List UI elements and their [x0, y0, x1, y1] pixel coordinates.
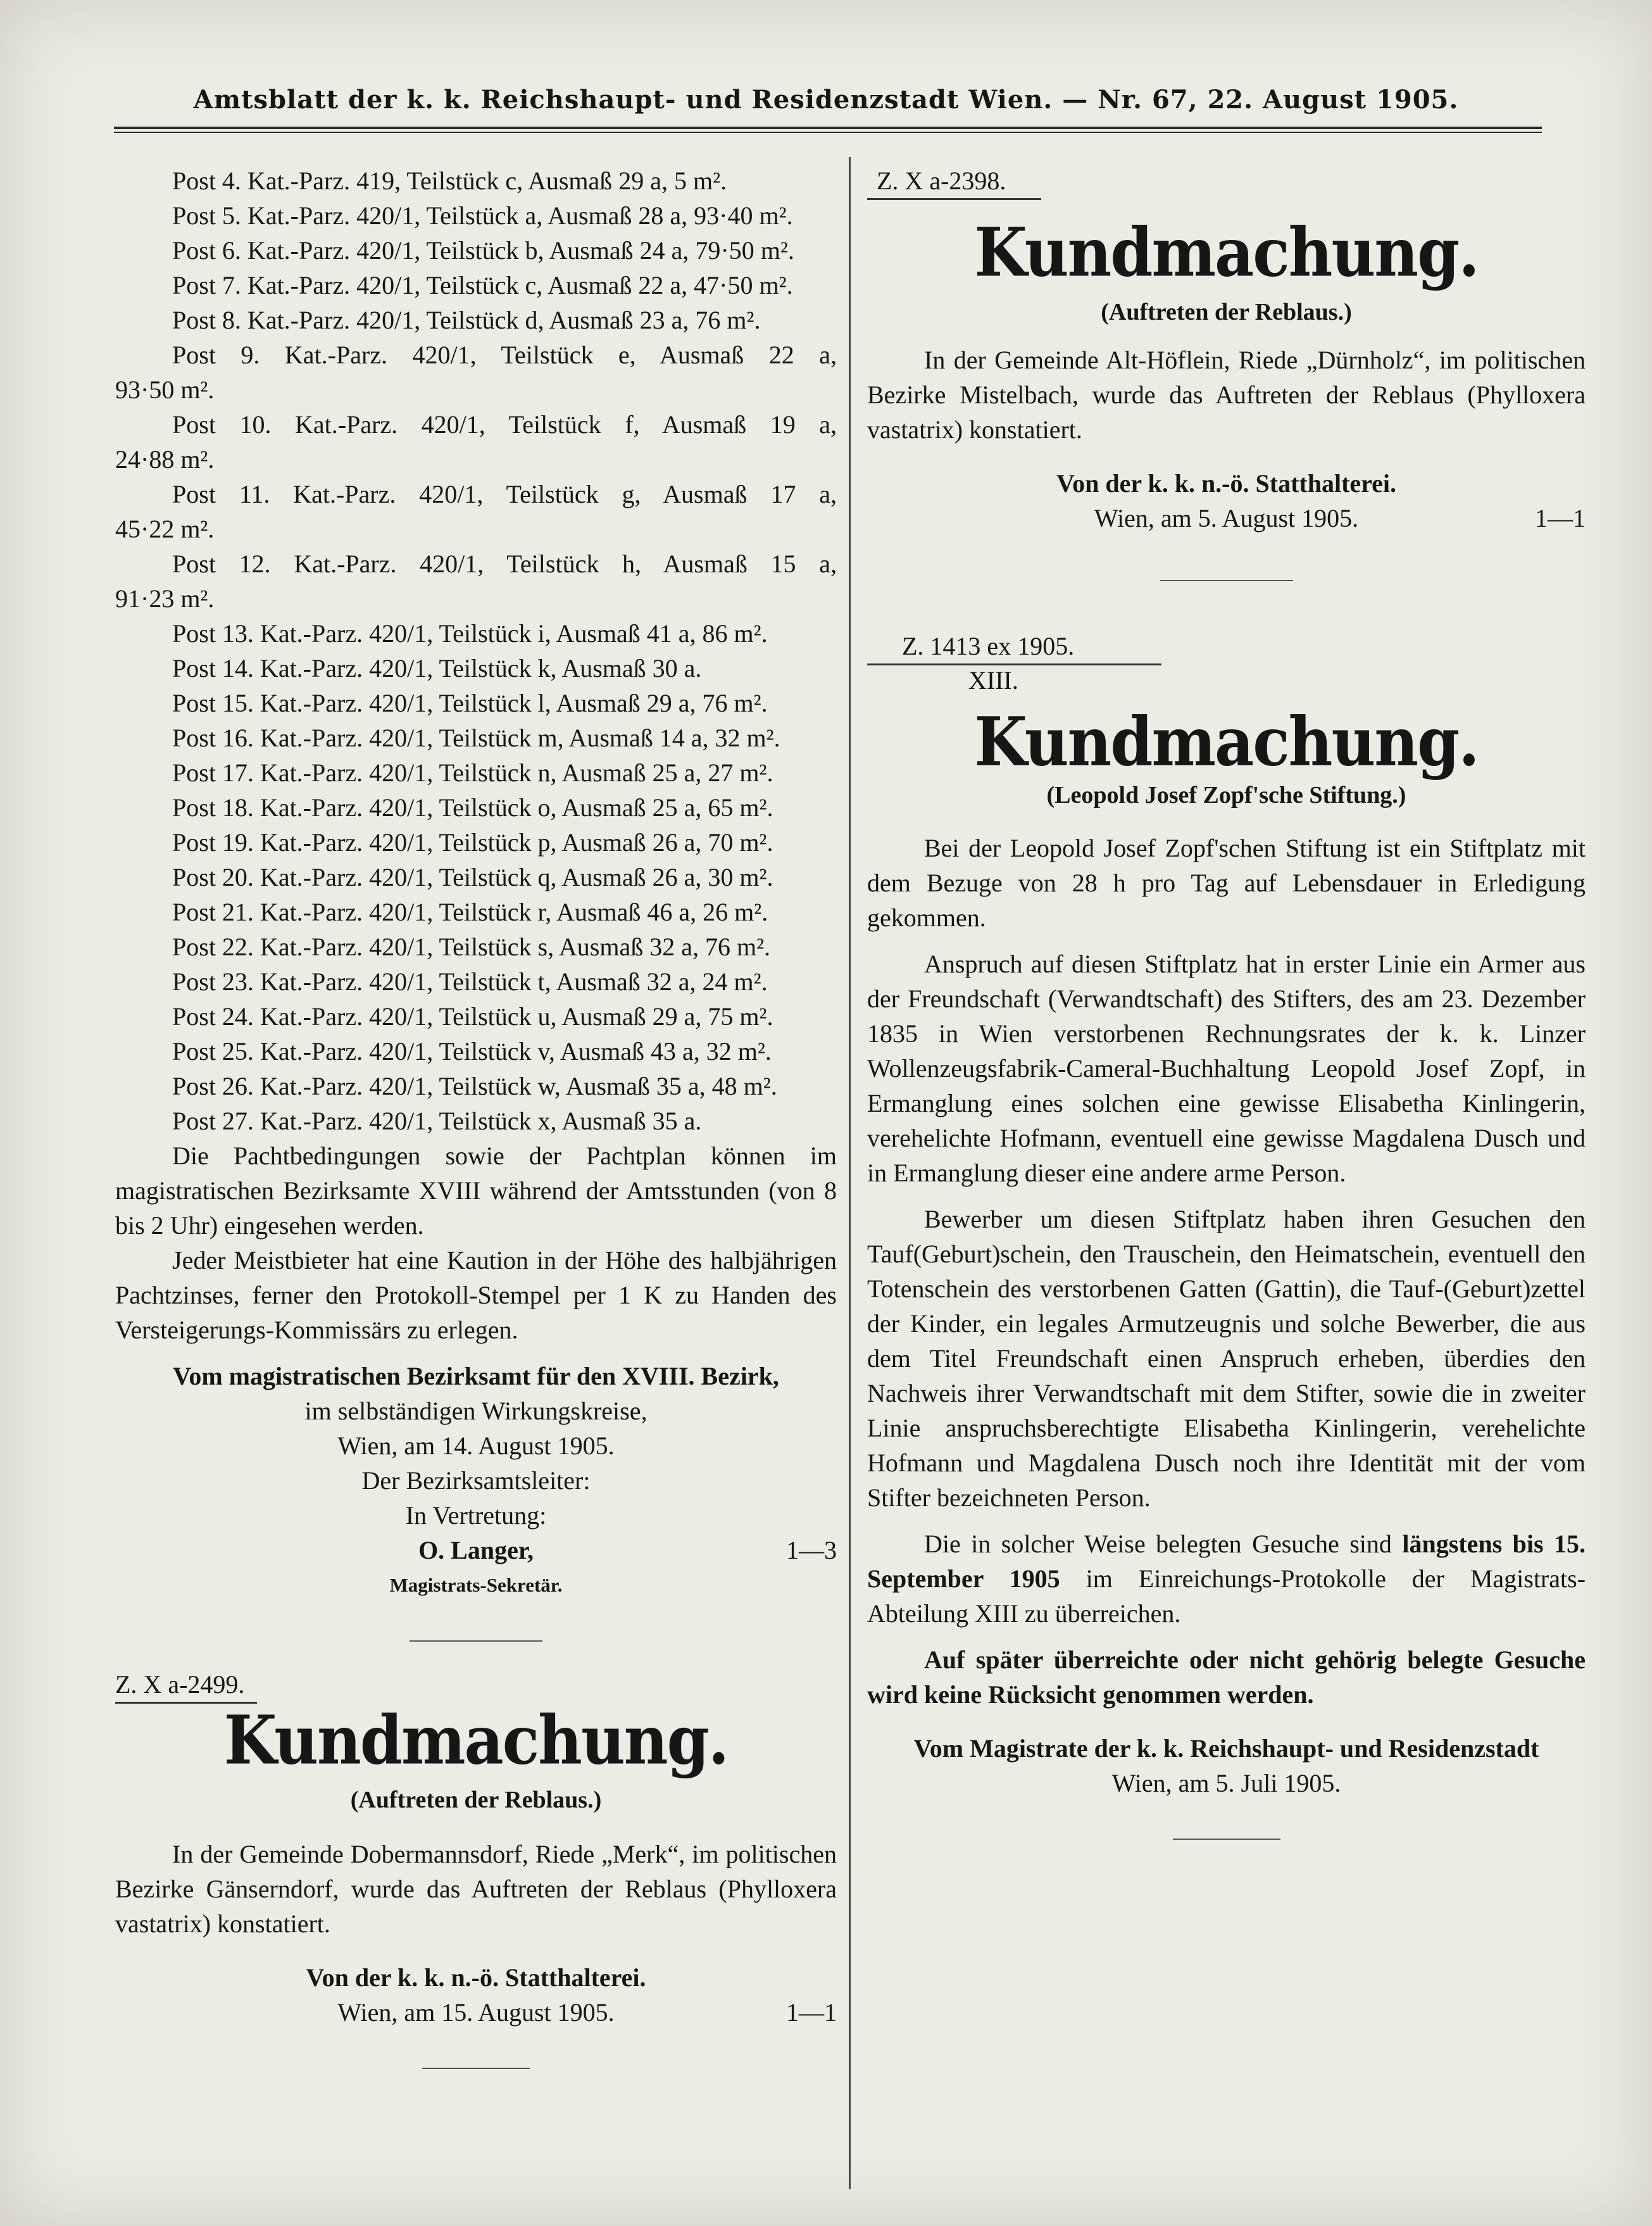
list-item: Post 20. Kat.-Parz. 420/1, Teilstück q, Ausmaß 26 a, 30 m².	[172, 863, 773, 891]
signature-capacity: im selbständigen Wirkungskreise,	[304, 1397, 648, 1425]
list-item-continuation: 45·22 m².	[115, 515, 215, 543]
list-item: Post 14. Kat.-Parz. 420/1, Teilstück k, Ausmaß 30 a.	[172, 654, 702, 682]
list-item: Post 24. Kat.-Parz. 420/1, Teilstück u, Ausmaß 29 a, 75 m².	[172, 1002, 773, 1031]
list-item: Post 8. Kat.-Parz. 420/1, Teilstück d, Ausmaß 23 a, 76 m².	[172, 306, 761, 334]
right-column	[867, 163, 1586, 1840]
list-item: Post 23. Kat.-Parz. 420/1, Teilstück t, Ausmaß 32 a, 24 m².	[172, 967, 768, 996]
signature-office: Der Bezirksamtsleiter:	[361, 1466, 591, 1495]
notice-number: 1—3	[786, 1536, 837, 1564]
notice-date-row	[115, 1995, 837, 2030]
list-item: Post 26. Kat.-Parz. 420/1, Teilstück w, Ausmaß 35 a, 48 m².	[172, 1072, 777, 1100]
list-item: Post 12. Kat.-Parz. 420/1, Teilstück h, Ausmaß 15 a,	[172, 550, 837, 578]
notice-subtitle: (Auftreten der Reblaus.)	[350, 1787, 602, 1813]
header-rule	[114, 127, 1542, 129]
list-item: Post 7. Kat.-Parz. 420/1, Teilstück c, Ausmaß 22 a, 47·50 m².	[172, 271, 793, 299]
signature-date: Wien, am 14. August 1905.	[337, 1431, 615, 1460]
column-divider	[849, 157, 851, 2189]
signature-deputy: In Vertretung:	[405, 1501, 547, 1530]
list-item: Post 22. Kat.-Parz. 420/1, Teilstück s, Ausmaß 32 a, 76 m².	[172, 933, 771, 961]
deadline-emphasis: längstens bis 15. September 1905	[867, 1530, 1586, 1593]
notice-subtitle: (Leopold Josef Zopf'sche Stiftung.)	[1046, 782, 1406, 808]
list-item: Post 9. Kat.-Parz. 420/1, Teilstück e, Ausmaß 22 a,	[172, 341, 837, 369]
masthead: Amtsblatt der k. k. Reichshaupt- und Residenzstadt Wien. — Nr. 67, 22. August 1905.	[193, 85, 1459, 115]
notice-authority: Von der k. k. n.-ö. Statthalterei.	[1056, 469, 1397, 498]
reference-number-block	[867, 629, 1586, 696]
left-column	[115, 163, 837, 2069]
notice-number: 1—1	[1535, 504, 1586, 532]
list-item: Post 13. Kat.-Parz. 420/1, Teilstück i, Ausmaß 41 a, 86 m².	[172, 619, 768, 648]
documents-paragraph: Bewerber um diesen Stiftplatz haben ihren Gesuchen den Tauf(Geburt)schein, den Trauschein, den Heimatschein, eventuell den Totenschein des verstorbenen Gatten (Gattin), die Tauf-(Geburt)zettel der Kinder, ein legales Armutzeugnis und solche Bewerber, die aus dem Titel Freundschaft einen Anspruch erheben, überdies den Nachweis ihrer Verwandtschaft mit dem Stifter, sowie die in zweiter Linie anspruchsberechtigte Elisabetha Kinlingerin, verehelichte Hofmann und Magdalena Dusch noch ihre Identität mit der vom Stifter bezeichneten Person.	[867, 1205, 1586, 1512]
list-item: Post 21. Kat.-Parz. 420/1, Teilstück r, Ausmaß 46 a, 26 m².	[172, 898, 768, 926]
section-rule	[422, 2068, 530, 2069]
notice-title: Kundmachung.	[223, 1701, 729, 1780]
list-item: Post 27. Kat.-Parz. 420/1, Teilstück x, Ausmaß 35 a.	[172, 1107, 702, 1135]
signature-name: O. Langer,	[418, 1536, 534, 1564]
notice-number: 1—1	[786, 1998, 837, 2027]
late-applications-paragraph: Auf später überreichte oder nicht gehörig belegte Gesuche wird keine Rücksicht genommen werden.	[867, 1645, 1586, 1709]
notice-date: Wien, am 5. August 1905.	[1094, 504, 1359, 532]
list-item: Post 17. Kat.-Parz. 420/1, Teilstück n, Ausmaß 25 a, 27 m².	[172, 758, 773, 787]
reference-number: Z. 1413 ex 1905.	[867, 629, 1161, 665]
notice-authority: Von der k. k. n.-ö. Statthalterei.	[306, 1963, 646, 1992]
section-rule	[1173, 1839, 1280, 1840]
list-item: Post 6. Kat.-Parz. 420/1, Teilstück b, Ausmaß 24 a, 79·50 m².	[172, 236, 794, 265]
lease-conditions-paragraph: Die Pachtbedingungen sowie der Pachtplan können im magistratischen Bezirksamte XVIII während der Amtsstunden (von 8 bis 2 Uhr) eingesehen werden.	[115, 1141, 837, 1240]
foundation-paragraph: Bei der Leopold Josef Zopf'schen Stiftung ist ein Stiftplatz mit dem Bezuge von 28 h pro Tag auf Lebensdauer in Erledigung gekommen.	[867, 834, 1586, 932]
list-item-continuation: 24·88 m².	[115, 445, 215, 474]
post-list	[115, 163, 837, 1138]
signature-authority: Vom magistratischen Bezirksamt für den XVIII. Bezirk,	[173, 1362, 779, 1390]
notice-subtitle: (Auftreten der Reblaus.)	[1101, 299, 1352, 325]
list-item: Post 15. Kat.-Parz. 420/1, Teilstück l, Ausmaß 29 a, 76 m².	[172, 689, 768, 717]
list-item-continuation: 91·23 m².	[115, 584, 215, 613]
notice-title: Kundmachung.	[974, 702, 1479, 781]
notice-authority: Vom Magistrate der k. k. Reichshaupt- und Residenzstadt	[913, 1734, 1539, 1763]
signature-name-row	[115, 1533, 837, 1568]
header-rule-thin	[114, 132, 1542, 133]
notice-date-row	[867, 501, 1586, 536]
notice-date: Wien, am 5. Juli 1905.	[1111, 1769, 1341, 1797]
list-item: Post 10. Kat.-Parz. 420/1, Teilstück f, Ausmaß 19 a,	[172, 410, 837, 439]
reference-number: Z. X a-2398.	[867, 163, 1586, 200]
list-item: Post 11. Kat.-Parz. 420/1, Teilstück g, Ausmaß 17 a,	[172, 480, 837, 508]
deposit-paragraph: Jeder Meistbieter hat eine Kaution in der Höhe des halbjährigen Pachtzinses, ferner den Protokoll-Stempel per 1 K zu Handen des Versteigerungs-Kommissärs zu erlegen.	[115, 1246, 837, 1344]
list-item: Post 4. Kat.-Parz. 419, Teilstück c, Ausmaß 29 a, 5 m².	[172, 167, 727, 195]
list-item: Post 5. Kat.-Parz. 420/1, Teilstück a, Ausmaß 28 a, 93·40 m².	[172, 201, 793, 230]
list-item: Post 16. Kat.-Parz. 420/1, Teilstück m, Ausmaß 14 a, 32 m².	[172, 724, 780, 752]
list-item: Post 18. Kat.-Parz. 420/1, Teilstück o, Ausmaß 25 a, 65 m².	[172, 793, 773, 822]
list-item-continuation: 93·50 m².	[115, 375, 215, 404]
notice-title: Kundmachung.	[974, 213, 1479, 292]
reference-subnumber: XIII.	[968, 666, 1018, 695]
list-item: Post 19. Kat.-Parz. 420/1, Teilstück p, Ausmaß 26 a, 70 m².	[172, 828, 773, 857]
reference-number: Z. X a-2499.	[115, 1667, 837, 1704]
notice-date: Wien, am 15. August 1905.	[337, 1998, 615, 2027]
notice-body: In der Gemeinde Alt-Höflein, Riede „Dürnholz“, im politischen Bezirke Mistelbach, wurde das Auftreten der Reblaus (Phylloxera vastatrix) konstatiert.	[867, 346, 1586, 444]
list-item: Post 25. Kat.-Parz. 420/1, Teilstück v, Ausmaß 43 a, 32 m².	[172, 1037, 772, 1066]
signature-role: Magistrats-Sekretär.	[389, 1574, 563, 1596]
notice-body: In der Gemeinde Dobermannsdorf, Riede „Merk“, im politischen Bezirke Gänserndorf, wurde das Auftreten der Reblaus (Phylloxera vastatrix) konstatiert.	[115, 1840, 837, 1938]
deadline-paragraph: Die in solcher Weise belegten Gesuche sind längstens bis 15. September 1905 im Einreichungs-Protokolle der Magistrats-Abteilung XIII zu überreichen.	[867, 1530, 1586, 1628]
entitlement-paragraph: Anspruch auf diesen Stiftplatz hat in erster Linie ein Armer aus der Freundschaft (Verwandtschaft) des Stifters, des am 23. Dezember 1835 in Wien verstorbenen Rechnungsrates der k. k. Linzer Wollenzeugsfabrik-Cameral-Buchhaltung Leopold Josef Zopf, in Ermanglung eines solchen eine gewisse Elisabetha Kinlingerin, verehelichte Hofmann, eventuell eine gewisse Magdalena Dusch und in Ermanglung dieser eine andere arme Person.	[867, 950, 1586, 1187]
